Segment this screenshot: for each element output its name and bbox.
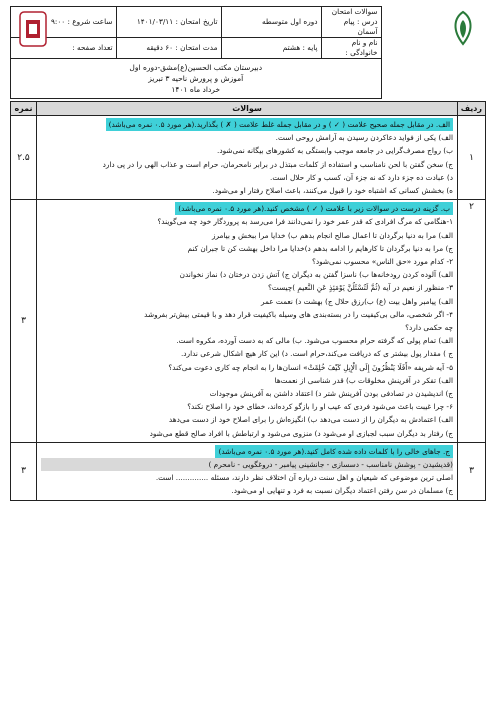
school-logo bbox=[16, 8, 50, 50]
row-number-2: ۲ bbox=[458, 200, 486, 443]
s2-line-14: ج) اندیشیدن در تصادفی بودن آفرینش شتر د) اعتقاد داشتن به آفرینش موجودات bbox=[209, 389, 453, 399]
word-bank: (قدیشیدن - پوشش نامناسب - دسسازی - جانشینی پیامبر - دروغگویی - نامحرم ) bbox=[41, 458, 453, 471]
score-3: ۳ bbox=[11, 442, 37, 500]
s1-item-1: الف) یکی از فواید دعاکردن رسیدن به آرامش روحی است. bbox=[275, 133, 453, 143]
s2-line-12: ۵- آیه شریفه «أَفَلَا یَنْظُرُونَ إِلَى الْإِبِلِ كَیْفَ خُلِقَتْ» انسان‌ها را به انجام چه کاری دعوت می‌کند؟ bbox=[168, 362, 453, 372]
score-1: ۲.۵ bbox=[11, 116, 37, 200]
s3-item-1: اصلی ترین موضوعی که شیعیان و اهل سنت درباره آن اختلاف نظر دارند، مسئله .............. است. bbox=[155, 473, 453, 483]
s2-line-7: الف) پیامبر واهل بیت (ع) ب)رزق حلال ج) بهشت د) نعمت عمر bbox=[261, 296, 453, 306]
section-2-instruction: ب. گزینه درست در سوالات زیر با علامت ( ✓ ) مشخص کنید.(هر مورد ۰.۵ نمره می‌باشد) bbox=[175, 202, 453, 215]
exam-month: خرداد ماه ۱۴۰۱ bbox=[171, 85, 221, 94]
s2-line-4: ۲- کدام مورد «حق الناس» محسوب نمی‌شود؟ bbox=[312, 257, 453, 267]
pages-count: تعداد صفحه : bbox=[11, 38, 117, 59]
school-name: دبیرستان مکتب الحسین(ع)مشق-دوره اول bbox=[129, 63, 263, 72]
s2-line-9: چه حکمی دارد؟ bbox=[405, 323, 453, 333]
col-score: نمره bbox=[11, 102, 37, 116]
s2-line-1: ۱-هنگامی که مرگ افرادی که قدر عمر خود را نمی‌دانند فرا می‌رسد به پروردگار خود چه می‌گویند؟ bbox=[157, 217, 453, 227]
col-questions: سوالات bbox=[37, 102, 458, 116]
s2-line-16: الف) اعتمادش به دیگران را از دست می‌دهد ب) انگیزه‌اش را برای اصلاح خود از دست می‌دهد bbox=[168, 415, 453, 425]
duration: مدت امتحان : ۶۰ دقیقه bbox=[116, 38, 221, 59]
questions-table bbox=[10, 101, 486, 501]
exam-title: سوالات امتحان درس : پیام آسمان bbox=[321, 7, 381, 38]
row-number-3: ۳ bbox=[458, 442, 486, 500]
s2-line-15: ۶- چرا غیبت باعث می‌شود فردی که عیب او را بازگو کرده‌اند، خطای خود را اصلاح نکند؟ bbox=[187, 402, 453, 412]
exam-date: تاریخ امتحان : ۱۴۰۱/۰۳/۱۱ bbox=[116, 7, 221, 38]
name-label: نام و نام خانوادگی : bbox=[321, 38, 381, 59]
s1-item-4: د) عبادت ده جزء دارد که نه جزء آن، کسب و کار حلال است. bbox=[270, 172, 453, 182]
section-1-instruction: الف. در مقابل جمله صحیح علامت ( ✓ ) و در مقابل جمله غلط علامت ( ✗ ) بگذارید.(هر مورد ۰.۵ نمره می‌باشد) bbox=[106, 118, 453, 131]
section-1 bbox=[37, 116, 458, 200]
s2-line-3: ج) مرا به دنیا برگردان تا کارهایم را ادامه بدهم د)خدایا مرا داخل بهشت کن تا جبران کنم bbox=[187, 243, 453, 253]
grade: پایه : هشتم bbox=[221, 38, 321, 59]
s2-line-17: ج) رفتار بد دیگران سبب لجبازی او می‌شود د) منزوی می‌شود و ارتباطش با افراد صالح قطع می‌شود bbox=[149, 428, 453, 438]
s1-item-2: ب) رواج مصرف‌گرایی در جامعه موجب وابستگی به کشورهای بیگانه نمی‌شود. bbox=[217, 146, 453, 156]
start-time: ساعت شروع : ۹:۰۰ bbox=[11, 7, 117, 38]
section-3-instruction: ج. جاهای خالی را با کلمات داده شده کامل کنید.(هر مورد ۰.۵ نمره می‌باشد) bbox=[215, 445, 453, 458]
ministry-logo bbox=[446, 8, 480, 48]
s2-line-11: ج ) مقدار پول بیشتر ی که دریافت می‌کند،حرام است. د) این کار هیچ اشکال شرعی ندارد. bbox=[180, 349, 453, 359]
s2-line-6: ۳- منظور از نعیم در آیه (ثُمَّ لَتُسْئَلُنَّ یَوْمَئِذٍ عَنِ النَّعیمِ )چیست؟ bbox=[268, 283, 453, 293]
section-2 bbox=[37, 200, 458, 443]
col-row: ردیف bbox=[458, 102, 486, 116]
s2-line-5: الف) آلوده کردن رودخانه‌ها ب) ناسزا گفتن به دیگران ج) آتش زدن درختان د) نماز نخواندن bbox=[179, 270, 453, 280]
s2-line-13: الف) تفکر در آفرینش مخلوقات ب) قدر شناسی از نعمت‌ها bbox=[274, 375, 453, 385]
s2-line-10: الف) تمام پولی که گرفته حرام محسوب می‌شود. ب) مالی که به دست آورده، مکروه است. bbox=[176, 336, 453, 346]
level: دوره اول متوسطه bbox=[221, 7, 321, 38]
row-number-1: ۱ bbox=[458, 116, 486, 200]
s3-item-2: ج) مسلمان در سن رفتن اعتماد دیگران نسبت به فرد و تنهایی او می‌شود. bbox=[231, 486, 453, 496]
section-3 bbox=[37, 442, 458, 500]
exam-header bbox=[10, 6, 486, 99]
s2-line-2: الف) مرا به دنیا برگردان تا اعمال صالح انجام بدهم ب) خدایا مرا ببخش و بیامرز bbox=[211, 230, 453, 240]
s1-item-3: ج) سخن گفتن با لحن نامناسب و استفاده از کلمات مبتذل در برابر نامحرمان، حرام است و عذاب الهی را در پی دارد bbox=[102, 159, 453, 169]
s2-line-8: ۴- اگر شخصی، مالی بی‌کیفیت را در بسته‌بندی های وسیله باکیفیت قرار دهد و با قیمتی بیش‌تر بفروشد bbox=[144, 309, 453, 319]
education-office: آموزش و پرورش ناحیه ۳ تبریز bbox=[148, 74, 244, 83]
score-2: ۳ bbox=[11, 200, 37, 443]
s1-item-5: ه) بخشش کسانی که اشتباه خود را قبول می‌کنند، باعث اصلاح رفتار او می‌شود. bbox=[212, 186, 453, 196]
school-info bbox=[11, 59, 382, 99]
